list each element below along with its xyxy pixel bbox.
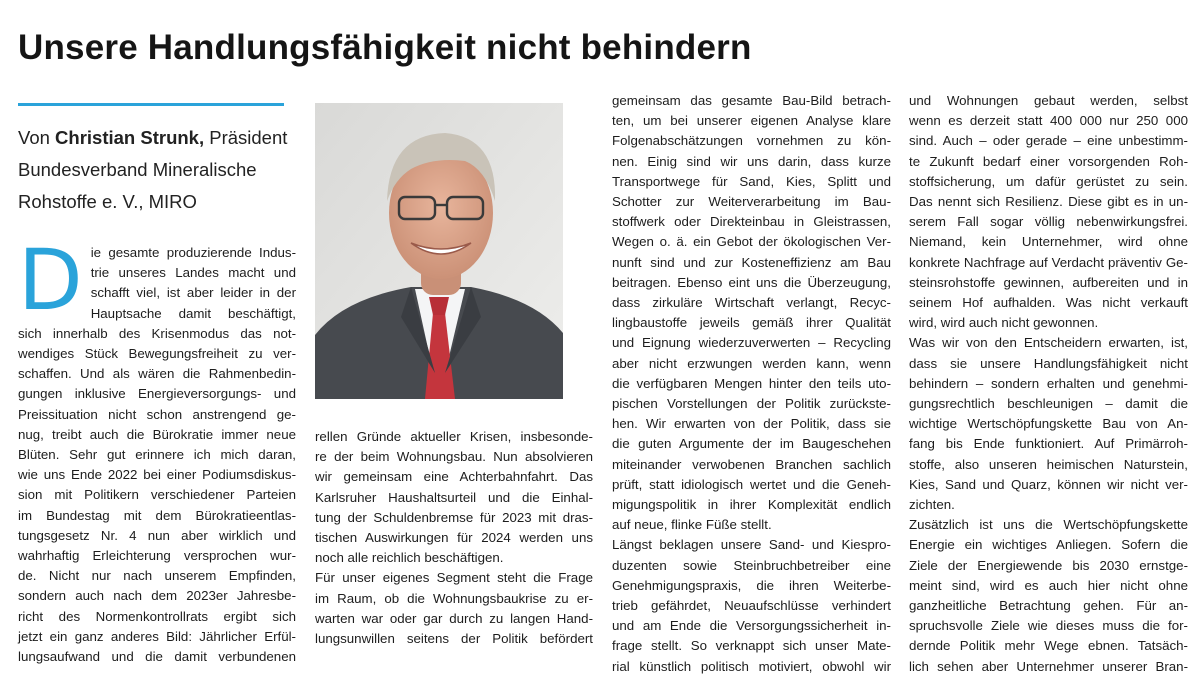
text-line: aber nicht erzwungen werden kann, wenn [612,355,891,371]
text-line: Längst beklagen unsere Sand- und Kiespro- [612,537,891,553]
text-line: noch alle reichlich beschäftigen. [315,550,504,566]
text-line: sich innerhalb des Krisenmodus das not- [18,325,296,341]
accent-rule [18,103,284,106]
byline-author: Christian Strunk, [55,127,205,148]
text-line: lungsunwillen seitens der Politik befördert [315,631,593,647]
column-4 [909,91,1188,677]
text-line: dass zirkuläre Wirtschaft verlangt, Recyc- [612,295,891,311]
text-line: Blüten. Sehr gut erinnere ich mich daran, [18,447,296,463]
text-line: meint sind, wird es auch hier nicht ohne [909,577,1188,593]
portrait-photo [315,103,563,399]
headline: Unsere Handlungsfähigkeit nicht behindern [18,28,752,67]
text-line: schaffen. Und als wären die Rahmenbedin- [18,366,296,382]
text-line: trie unseres Landes macht und [90,265,296,281]
text-line: konkrete Nachfrage auf Verdacht präventiv Ge- [909,254,1188,270]
text-line: die verfügbaren Mengen hinter den teils uto- [612,375,891,391]
text-line: tungsgesetz Nr. 4 nun aber wirklich und [18,527,296,543]
text-line: Niemand, kein Unternehmer, wird ohne [909,234,1188,250]
byline [18,122,303,218]
text-line: und Eignung wiederzuverwerten – Recycling [612,335,891,351]
text-line: wichtige Wertschöpfungskette Bau von An- [909,416,1188,432]
text-line: lingbaustoffe jeweils gemäß ihrer Qualität [612,315,891,331]
text-line: zichten. [909,497,955,513]
text-line: im Bundestag mit dem Bürokratieentlas- [18,507,296,523]
column-3 [612,91,891,677]
text-line: frage stellt. So verknappt sich unser Mate- [612,638,891,654]
text-line: tischen Auswirkungen für 2024 werden uns [315,530,593,546]
text-line: rellen Gründe aktueller Krisen, insbesonde- [315,429,593,444]
text-line: Energie ein wichtiges Anliegen. Sofern die [909,537,1188,553]
text-line: Karlsruher Haushaltsurteil und die Einhal- [315,489,593,505]
text-line: Schotter zur Weiterverarbeitung im Bau- [612,194,891,210]
text-line: sion mit Politikern verschiedener Parteien [18,487,296,503]
text-line: wie uns Ende 2022 bei einer Podiumsdiskus- [18,467,296,483]
text-line: gungen inklusive Energieversorgungs- und [18,386,296,402]
text-line: warten war oder gar durch zu langen Hand- [315,610,593,626]
text-line: stoffe, also unseren heimischen Naturstein, [909,456,1188,472]
text-line: beitragen. Ebenso eint uns die Überzeugung, [612,274,891,290]
text-line: Kies, Sand und Quarz, können wir nicht ver- [909,476,1188,492]
drop-cap: D [18,231,83,329]
byline-role: Präsident Bundesverband Mineralische Rohstoffe e. V., MIRO [18,127,288,212]
text-line: im Raum, ob die Wohnungsbaukrise zu er- [315,590,593,606]
text-line: sondern auch nach dem 2023er Jahresbe- [18,588,296,604]
text-line: lich sehen aber Unternehmer unserer Bran- [909,658,1188,674]
text-line: gungsrechtlich beschleunigen – damit die [909,396,1188,412]
text-line: Preissituation nicht schon anstrengend ge- [18,406,296,422]
text-line: wird, wird auch nicht gewonnen. [909,315,1099,331]
text-line: Für unser eigenes Segment steht die Frage [315,570,593,586]
text-line: auf neue, flinke Füße stellt. [612,517,772,533]
text-line: nen. Einig sind wir uns darin, dass kurze [612,153,891,169]
text-line: wir gemeinsam eine Achterbahnfahrt. Das [315,469,593,485]
text-line: die guten Argumente der im Baugeschehen [612,436,891,452]
text-line: Ziele der Energiewende bis 2030 ernstge- [909,557,1188,573]
text-line: schafft viel, ist aber leider in der [90,285,296,301]
text-line: Hauptsache damit beschäftigt, [90,305,296,321]
text-line: fang bis Ende funktioniert. Auf Primärroh- [909,436,1188,452]
text-line: dernde Politik mehr Wege ebnen. Tatsäch- [909,638,1188,654]
column-1 [18,231,296,667]
text-line: duzenten sowie Steinbruchbetreiber eine [612,557,891,573]
text-line: hen. Wir erwarten von der Politik, dass sie [612,416,891,432]
text-line: Das nennt sich Resilienz. Diese gibt es in un- [909,194,1188,210]
text-line: und am Ende die Versorgungssicherheit in- [612,618,891,634]
text-line: sind. Auch – oder gerade – eine unbestimm- [909,133,1188,149]
text-line: te Zukunft bedarf einer vorsorgenden Roh- [909,153,1188,169]
text-line: tung der Schuldenbremse für 2023 mit dras- [315,509,593,525]
text-line: trieb gefährdet, Neuaufschlüsse verhindert [612,598,891,614]
text-line: und Wohnungen gebaut werden, selbst [909,93,1188,108]
text-line: Folgenabschätzungen vornehmen zu kön- [612,133,891,149]
text-line: ganzheitliche Betrachtung gehen. Für an- [909,598,1188,614]
text-line: migungspolitik in ihrer Komplexität endlich [612,497,891,513]
text-line: ten, um bei unserer eigenen Analyse klare [612,113,891,129]
text-line: seinem Hof aufhalden. Was nicht verkauft [909,295,1188,311]
text-line: rial künstlich politisch motiviert, obwohl wir [612,658,891,674]
text-line: Zusätzlich ist uns die Wertschöpfungskette [909,517,1188,533]
text-line: behindern – sondern erhalten und genehmi- [909,375,1188,391]
text-line: wendiges Stück Bewegungsfreiheit zu ver- [18,346,296,362]
byline-prefix: Von [18,127,56,148]
text-line: pischen Vorstellungen der Politik zurückste- [612,396,891,412]
text-line: Was wir von den Entscheidern erwarten, ist, [909,335,1188,351]
text-line: re der beim Wohnungsbau. Nun absolvieren [315,449,593,465]
text-line: dass sie unsere Handlungsfähigkeit nicht [909,355,1188,371]
text-line: nunft sind und zur Kosteneffizienz am Bau [612,254,891,270]
text-line: nug, treibt auch die Bürokratie immer neue [18,426,296,442]
text-line: gemeinsam das gesamte Bau-Bild betrach- [612,93,891,108]
text-line: lungsaufwand und die damit verbundenen [18,649,296,665]
column-2 [315,427,593,649]
text-line: ie gesamte produzierende Indus- [90,245,296,260]
text-line: miteinander verwobenen Branchen sachlich [612,456,891,472]
text-line: Wegen o. ä. ein Gebot der ökologischen Ver- [612,234,891,250]
text-line: Transportwege für Sand, Kies, Splitt und [612,173,891,189]
text-line: spruchsvolle Ziele wie dieses muss die for- [909,618,1188,634]
text-line: jetzt ein ganz anderes Bild: Jährlicher Erfül- [18,628,296,644]
text-line: Genehmigungspraxis, die ihren Weiterbe- [612,577,891,593]
text-line: stoffwerk oder Direkteinbau in Gleistrassen, [612,214,891,230]
text-line: steinsrohstoffe gewinnen, aufbereiten und in [909,274,1188,290]
text-line: prüft, statt idiologisch wertet und die Geneh- [612,476,891,492]
text-line: de. Nicht nur nach unserem Empfinden, [18,568,296,584]
text-line: serem Fall sogar völlig nebenwirkungsfrei. [909,214,1188,230]
text-line: wenn es derzeit statt 400 000 nur 250 000 [909,113,1188,129]
text-line: wahrhaftig Erleichterung versprochen wur- [18,548,296,564]
text-line: stoffsicherung, um dafür gerüstet zu sein. [909,173,1188,189]
text-line: richt des Normenkontrollrats ergibt sich [18,608,296,624]
